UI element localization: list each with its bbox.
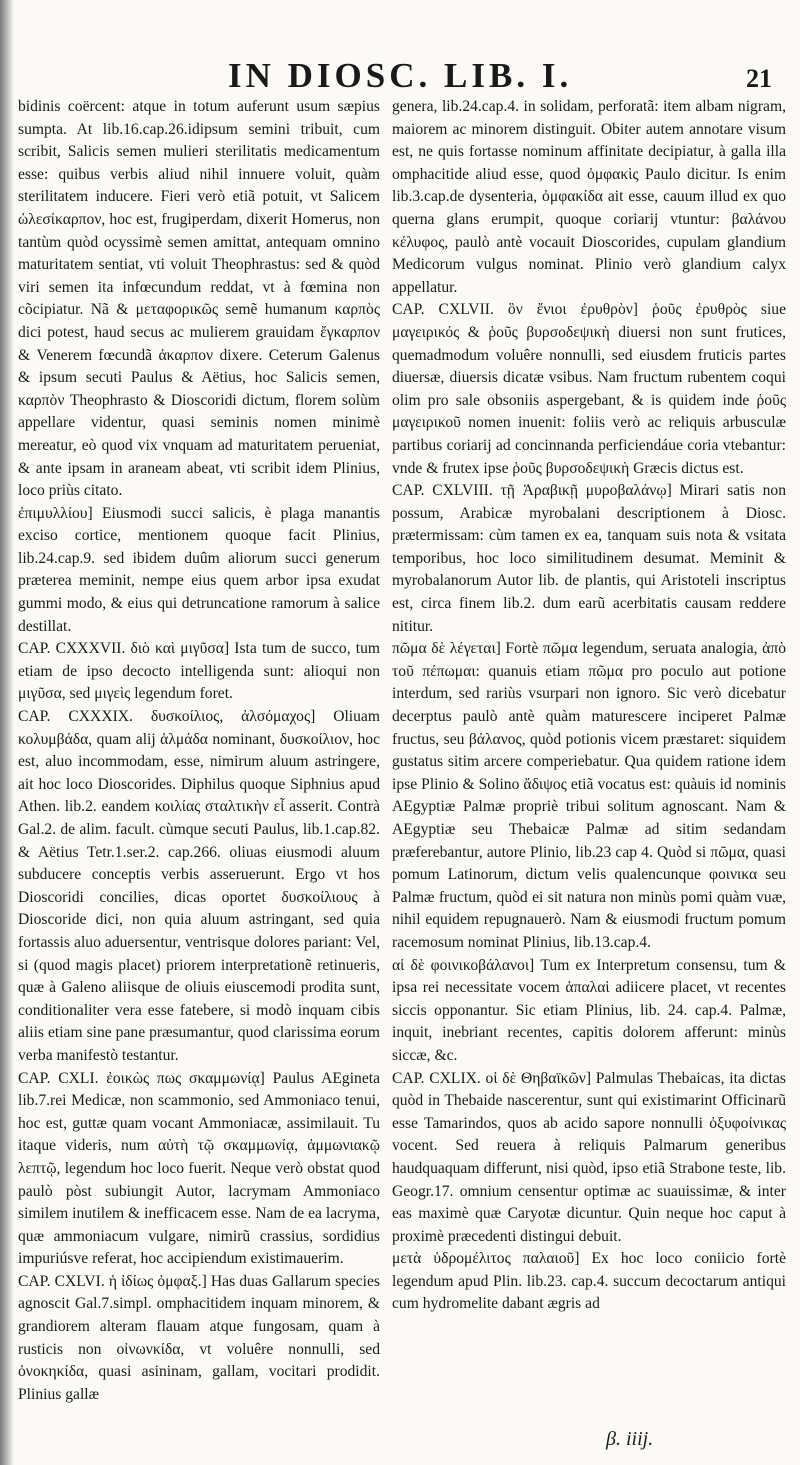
commentary-paragraph: CAP. CXLVII. ὃν ἔνιοι ἐρυθρὸν] ῥοῦς ἐρυθρὸς siue μαγειρικός & ῥοῦς βυρσοδεψικὴ diuersi non sunt frutices, quemadmodum voluêre nonnulli, sed eiusdem fruticis partes diuersæ, diuersis dicatæ vsibus. Nam fructum rubentem coqui olim pro sale obsoniis aspergebant, & is quidem inde ῥοῦς μαγειρικοῦ nomen inuenit: foliis verò ac reliquis arbusculæ partibus coriarij ad concinnanda perficiendáue coria vtebantur: vnde & frutex ipse ῥοῦς βυρσοδεψικὴ Græcis dictus est. [392, 301, 786, 477]
commentary-paragraph: CAP. CXLVI. ἡ ἰδίως ὀμφαξ.] Has duas Gallarum species agnoscit Gal.7.simpl. omphacitidem inquam minorem, & grandiorem alteram flauam atque fungosam, quam à rusticis non οἰνωνκίδα, vt voluêre nonnulli, sed ὀνοκηκίδα, quasi asininam, gallam, vocitari prodidit. Plinius gallæ [18, 1272, 380, 1403]
page-number: 21 [746, 64, 772, 93]
running-head: IN DIOSC. LIB. I. [228, 56, 573, 95]
page-header [0, 56, 800, 96]
commentary-paragraph: μετὰ ὑδρομέλιτος παλαιοῦ] Ex hoc loco coniicio fortè legendum apud Plin. lib.23. cap.4. succum decoctarum antiqui cum hydromelite dabant ægris ad [392, 1250, 786, 1313]
commentary-paragraph: CAP. CXLIX. οἱ δὲ Θηβαϊκῶν] Palmulas Thebaicas, ita dictas quòd in Thebaide nascerentur, sunt qui existimarint Officinarũ esse Tamarindos, quos ab acido sapore nonnulli ὀξυφοίνικας vocent. Sed reuera à reliquis Palmarum generibus haudquaquam differunt, nisi quòd, ipso etiã Strabone teste, lib. Geogr.17. omnium censentur optimæ ac suauissimæ, & inter eas maximè quæ Caryotæ dicuntur. Quin neque hoc caput à proximè præcedenti distingui debuit. [392, 1069, 786, 1245]
commentary-paragraph: ἐπιμυλλίου] Eiusmodi succi salicis, è plaga manantis exciso cortice, mentionem quoque facit Plinius, lib.24.cap.9. sed ibidem duûm aliorum succi generum præterea meminit, nempe eius quem arbor ipsa exudat gummi modo, & eius qui detruncatione ramorum à salice destillat. [18, 504, 380, 635]
signature-mark: β. iiij. [606, 1428, 654, 1450]
commentary-paragraph: αἱ δὲ φοινικοβάλανοι] Tum ex Interpretum consensu, tum & ipsa rei necessitate vocem ἁπαλαὶ adiicere placet, vt recentes siccis opponantur. Sic etiam Plinius, lib. 24. cap.4. Palmæ, inquit, inebriant recentes, capitis dolorem afferunt: minùs siccæ, &c. [392, 956, 786, 1064]
binding-shadow [0, 0, 14, 1465]
commentary-paragraph: CAP. CXLI. ἐοικὼς πως σκαμμωνίᾳ] Paulus AEgineta lib.7.rei Medicæ, non scammonio, sed Ammoniaco tenui, hoc est, guttæ quam vocant Ammoniacæ, assimilauit. Tu itaque videris, num αὐτὴ τῷ σκαμμωνίᾳ, ἀμμωνιακῷ λεπτῷ, legendum hoc loco fuerit. Neque verò obstat quod paulò pòst subiungit Autor, lacrymam Ammoniaco similem inutilem & inefficacem esse. Nam de ea lacryma, quæ ammoniacum vulgare, nimirũ crassius, sordidius impuriúsve referat, hoc accipiendum existimauerim. [18, 1069, 380, 1268]
commentary-paragraph: CAP. CXXXIX. δυσκοίλιος, ἀλσόμαχος] Oliuam κολυμβάδα, quam alij ἁλμάδα nominant, δυσκοίλιον, hoc est, aluo incommodam, esse, nimirum aluum astringere, ait hoc loco Dioscorides. Diphilus quoque Siphnius apud Athen. lib.2. eandem κοιλίας σταλτικὴν εἶ asserit. Contrà Gal.2. de alim. facult. cùmque secuti Paulus, lib.1.cap.82. & Aëtius Tetr.1.ser.2. cap.266. oliuas eiusmodi aluum subducere conceptis verbis asseruerunt. Ergo vt hos Dioscoridi concilies, dicas oportet δυσκοίλιους à Dioscoride dici, non quia aluum astringant, sed quia fortassis aluo aduersentur, ventrisque dolores pariant: Vel, si (quod magis placet) priorem interpretationẽ retinueris, quæ à Galeno aliisque de oliuis eiuscemodi prodita sunt, conditionaliter vera esse fatebere, si modò inquam cibis aliis etiam sine pane præsumantur, quod clarissima eorum verba manifestò testantur. [18, 708, 380, 1064]
left-column [18, 96, 380, 1420]
commentary-paragraph: genera, lib.24.cap.4. in solidam, perforatã: item albam nigram, maiorem ac minorem distinguit. Obiter autem annotare visum est, ne quis fortasse nominum affinitate decipiatur, à galla illa omphacitide aliud esse, quod ὀμφακὶς Paulo dicitur. Is enim lib.3.cap.de dysenteria, ὀμφακίδα ait esse, cauum illud ex quo querna glans erumpit, quoque coriarij vtuntur: βαλάνου κέλυφος, paulò antè vocauit Dioscorides, cupulam glandium Medicorum vulgus nominat. Plinio verò glandium calyx appellatur. [392, 98, 786, 296]
commentary-paragraph: CAP. CXLVIII. τῇ Ἀραβικῇ μυροβαλάνῳ] Mirari satis non possum, Arabicæ myrobalani descriptionem à Diosc. prætermissam: cùm tamen ex ea, tanquam suis nota & vsitata temporibus, hoc loco similitudinem desumat. Meminit & myrobalanorum Autor lib. de plantis, qui Aristoteli inscriptus est, circa finem lib.2. dum earũ acerbitatis causam reddere nititur. [392, 482, 786, 635]
commentary-paragraph: CAP. CXXXVII. διὸ καὶ μιγῦσα] Ista tum de succo, tum etiam de ipso decocto intelligenda sunt: alioqui non μιγῦσα, sed μιγεὶς legendum foret. [18, 640, 380, 703]
commentary-paragraph: πῶμα δὲ λέγεται] Fortè πῶμα legendum, seruata analogia, ἀπὸ τοῦ πέπωμαι: quanuis etiam πῶμα pro poculo aut potione interdum, sed rariùs vsurpari non ignoro. Sic verò dicebatur decerptus paulò antè quàm maturescere inciperet Palmæ fructus, seu βάλανος, quòd potionis vicem præstaret: siquidem gustatus sitim arcere comperiebatur. Qua quidem ratione idem ipse Plinio & Solino ἄδιψος etiã vocatus est: quàuis id nominis AEgyptiæ Palmæ propriè tribui solitum agnoscant. Nam & AEgyptiæ seu Thebaicæ Palmæ ad sitim sedandam præferebantur, autore Plinio, lib.23 cap 4. Quòd si πῶμα, quasi pomum Latinorum, dictum velis qualencunque φοινικα seu Palmæ fructum, quòd ei sit natura non minùs pomi quàm vuæ, nihil equidem repugnauerò. Nam & eiusmodi fructum pomum racemosum nominat Plinius, lib.13.cap.4. [392, 640, 786, 951]
right-column [392, 96, 786, 1420]
commentary-paragraph: bidinis coërcent: atque in totum auferunt usum sæpius sumpta. At lib.16.cap.26.idipsum semini tribuit, cum scribit, Salicis semen mulieri sterilitatis medicamentum esse: quibus verbis aliud nihil innuere voluit, quàm sterilitatem inducere. Fieri verò etiã potuit, vt Salicem ὠλεσίκαρπον, hoc est, frugiperdam, dixerit Homerus, non tantùm quòd ocyssimè semen amittat, antequam omnino maturitatem sentiat, vti voluit Theophrastus: sed & quòd viri semen ita infœcundum reddat, vt à fœmina non cõcipiatur. Nã & μεταφορικῶς semẽ humanum καρπὸς dici potest, haud secus ac mulierem grauidam ἔγκαρπον & Venerem fœcundã ἀκαρπον dixere. Ceterum Galenus & ipsum secuti Paulus & Aëtius, hoc Salicis semen, καρπὸν Theophrasto & Dioscoridi dictum, florem solùm appellare videntur, quasi seminis nomen minimè mereatur, eò quod vix vnquam ad maturitatem perueniat, & ante ipsam in araneam abeat, vti scribit idem Plinius, loco priùs citato. [18, 98, 380, 500]
